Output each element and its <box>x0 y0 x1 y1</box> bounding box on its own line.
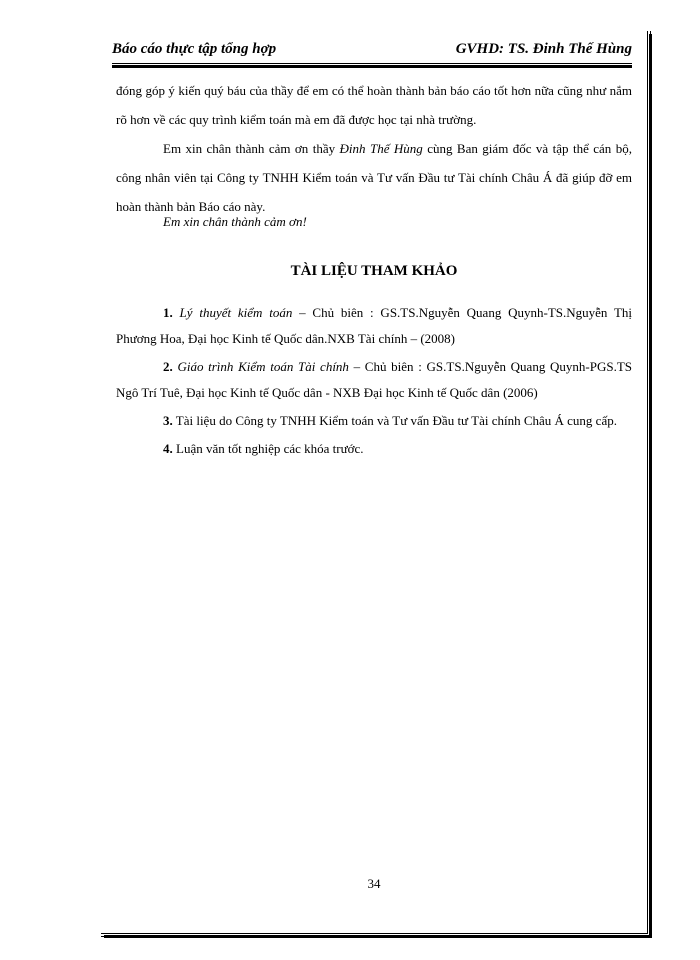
reference-title: Lý thuyết kiểm toán <box>179 305 293 320</box>
closing-thanks: Em xin chân thành cảm ơn! <box>163 214 307 229</box>
paragraph-acknowledgement-continued: đóng góp ý kiến quý báu của thầy để em có thể hoàn thành bản báo cáo tốt hơn nữa cũng như nắm rõ hơn về các quy trình kiểm toán mà em đã được học tại nhà trường. <box>116 83 632 127</box>
reference-details: – Chủ biên : GS.TS.Nguyễn Quang Quynh-TS.Nguyễn Thị Phương Hoa, Đại học Kinh tế Quốc dân.NXB Tài chính – (2008) <box>116 305 633 346</box>
reference-number: 2. <box>163 359 173 374</box>
page-border-shadow-bottom <box>104 935 652 938</box>
reference-number: 3. <box>163 413 173 428</box>
supervisor-name: Đinh Thế Hùng <box>339 141 423 156</box>
reference-number: 4. <box>163 441 173 456</box>
reference-item <box>116 436 632 462</box>
reference-details: – Chủ biên : GS.TS.Nguyễn Quang Quynh-PGS.TS Ngô Trí Tuê, Đại học Kinh tế Quốc dân - NXB Đại học Kinh tế Quốc dân (2006) <box>116 359 632 400</box>
reference-item <box>116 300 632 352</box>
header-supervisor: GVHD: TS. Đinh Thế Hùng <box>455 41 632 57</box>
reference-details: Luận văn tốt nghiệp các khóa trước. <box>172 441 364 456</box>
references-heading: TÀI LIỆU THAM KHẢO <box>290 263 458 279</box>
references-list <box>116 300 632 462</box>
reference-details: Tài liệu do Công ty TNHH Kiểm toán và Tư vấn Đầu tư Tài chính Châu Á cung cấp. <box>172 413 617 428</box>
page-header <box>112 36 632 62</box>
paragraph-thanks-end: cùng Ban giám đốc và tập thể cán bộ, công nhân viên tại Công ty TNHH Kiểm toán và Tư vấn Đầu tư Tài chính Châu Á đã giúp đỡ em hoàn thành bản Báo cáo này. <box>116 141 632 214</box>
page-border-shadow-right <box>649 34 652 937</box>
header-report-title: Báo cáo thực tập tổng hợp <box>112 41 277 57</box>
reference-item <box>116 408 632 434</box>
reference-title: Giáo trình Kiểm toán Tài chính <box>177 359 349 374</box>
paragraph-thanks-start: Em xin chân thành cảm ơn thầy <box>163 141 340 156</box>
page-number: 34 <box>367 876 381 891</box>
header-divider <box>112 63 632 68</box>
reference-item <box>116 354 632 406</box>
reference-number: 1. <box>163 305 173 320</box>
